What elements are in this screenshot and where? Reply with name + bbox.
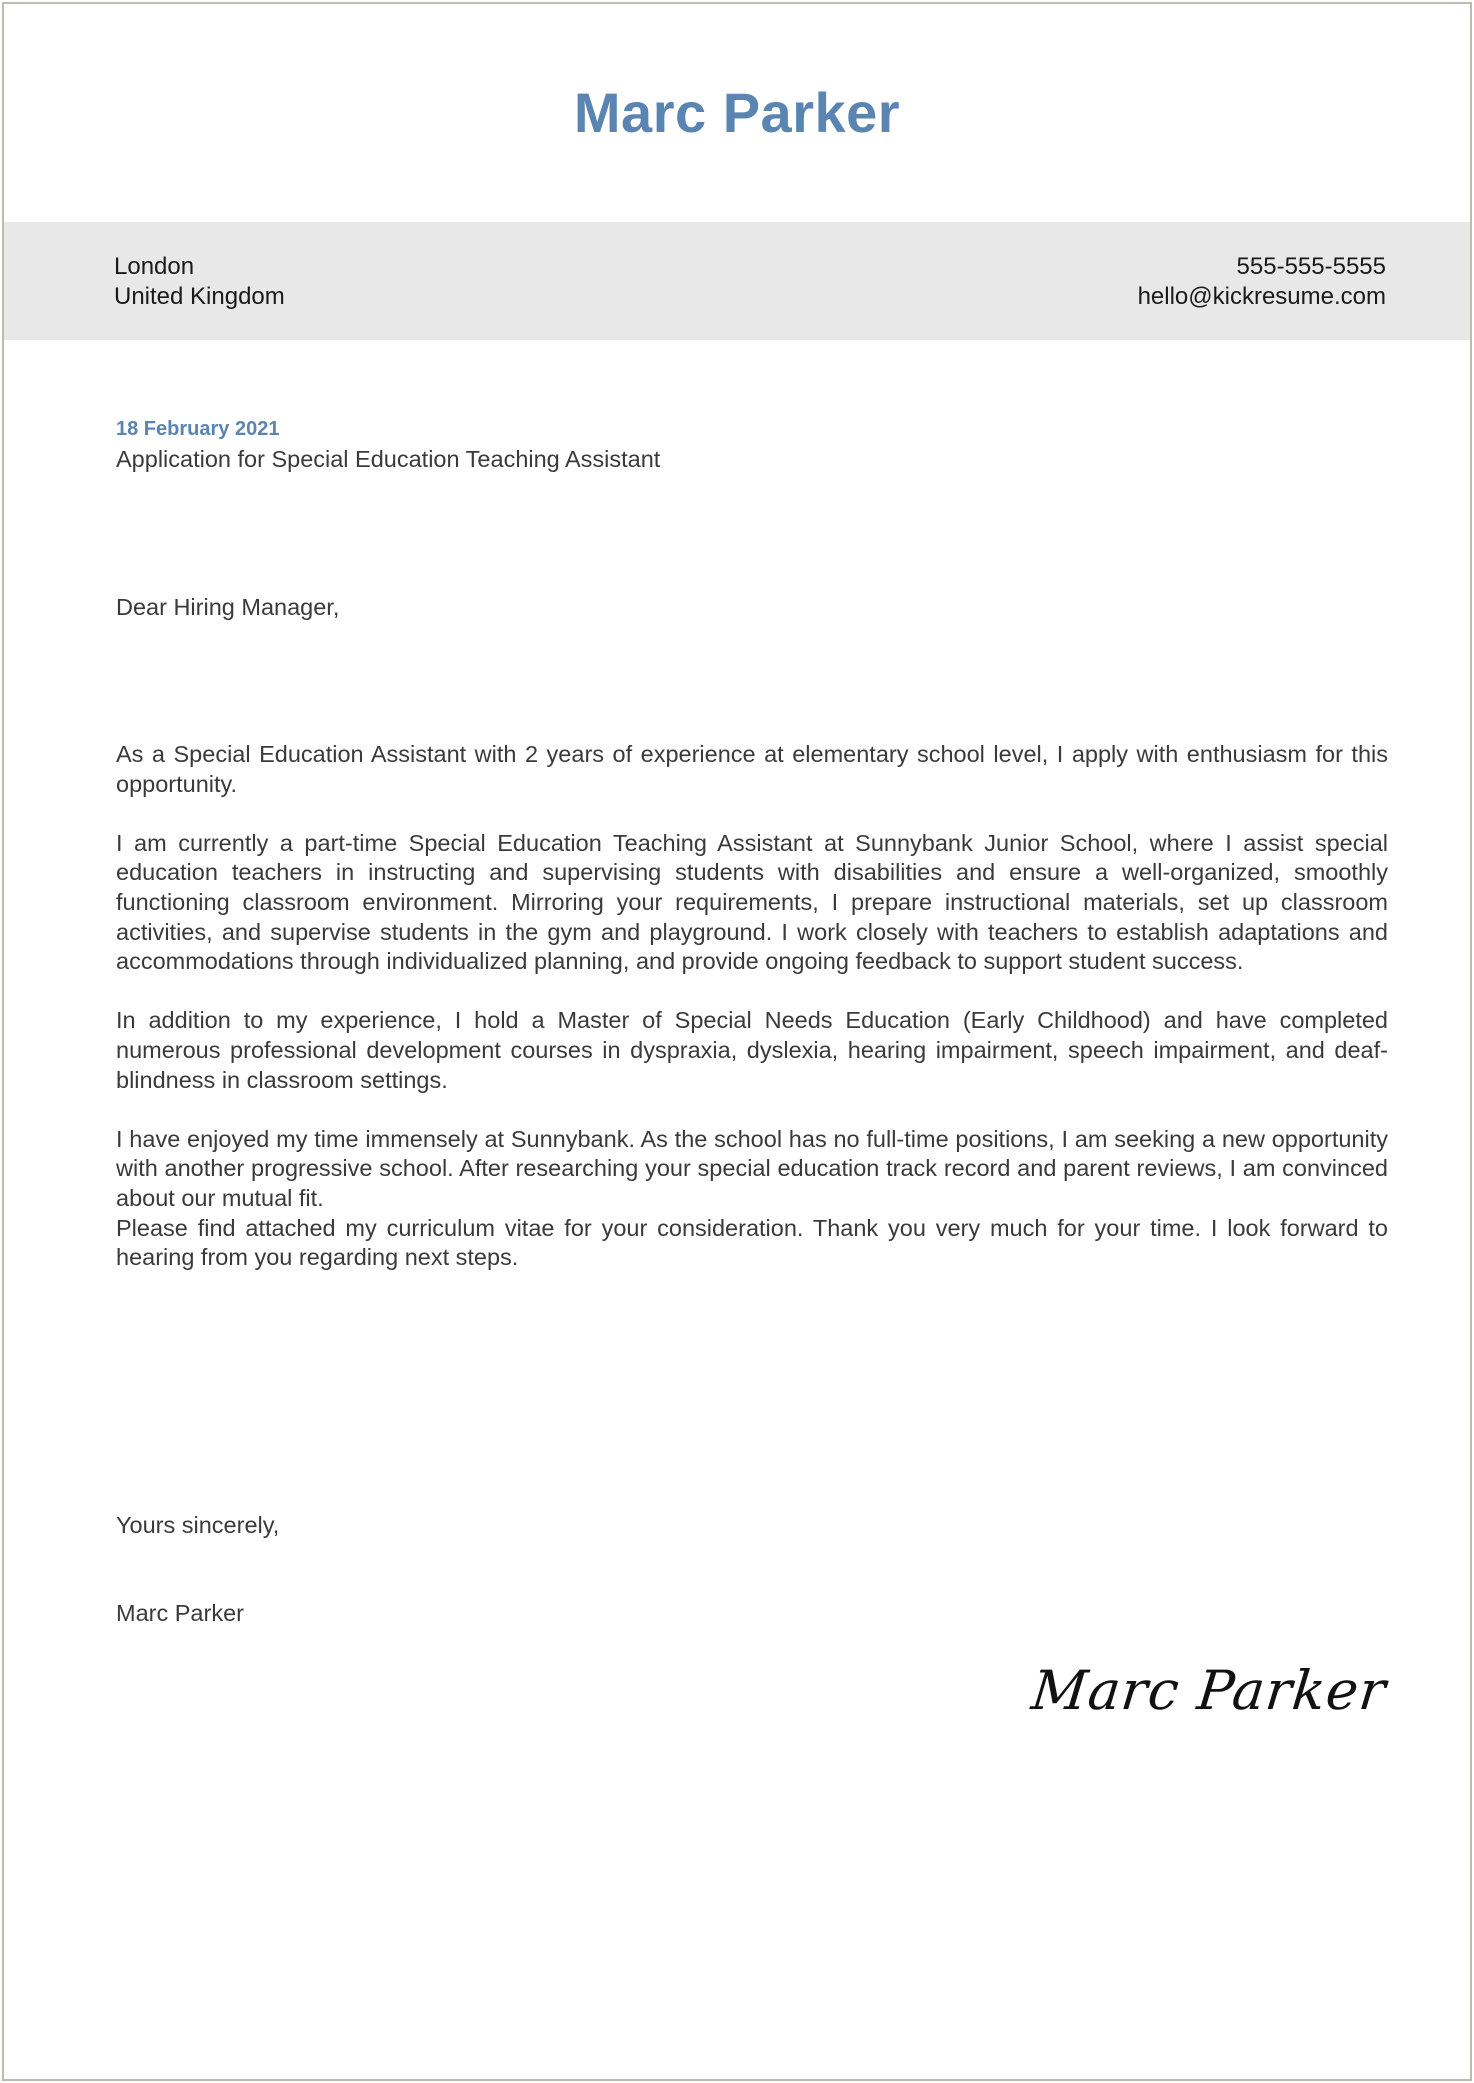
applicant-name: Marc Parker xyxy=(573,81,901,144)
body-paragraph: Please find attached my curriculum vitae for your consideration. Thank you very much for your time. I look forward to hearing from you regarding next steps. xyxy=(116,1214,1388,1271)
letter-meta xyxy=(116,416,1388,474)
phone-number: 555-555-5555 xyxy=(1236,253,1386,280)
body-paragraph: In addition to my experience, I hold a Master of Special Needs Education (Early Childhood) and have completed numerous professional development courses in dyspraxia, dyslexia, hearing impairment, speech impairment, and deaf-blindness in classroom settings. xyxy=(116,1007,1388,1093)
body-paragraph: I have enjoyed my time immensely at Sunnybank. As the school has no full-time positions, I am seeking a new opportunity with another progressive school. After researching your special education track record and parent reviews, I am convinced about our mutual fit. xyxy=(116,1125,1388,1211)
address-country: United Kingdom xyxy=(114,283,285,310)
letter-subject: Application for Special Education Teaching Assistant xyxy=(116,446,661,472)
cover-letter-page xyxy=(2,2,1472,2081)
contact-details xyxy=(1138,252,1386,312)
letter-greeting: Dear Hiring Manager, xyxy=(116,594,340,620)
letter-header xyxy=(4,4,1470,224)
letter-body xyxy=(116,740,1388,1273)
handwritten-signature: Marc Parker xyxy=(1028,1659,1390,1722)
email-address: hello@kickresume.com xyxy=(1137,283,1386,310)
signer-name: Marc Parker xyxy=(116,1600,244,1626)
address-block xyxy=(114,252,285,312)
letter-closing: Yours sincerely, xyxy=(116,1512,280,1538)
letter-date: 18 February 2021 xyxy=(116,418,280,440)
address-city: London xyxy=(114,253,195,280)
body-paragraph: As a Special Education Assistant with 2 years of experience at elementary school level, I apply with enthusiasm for this opportunity. xyxy=(116,741,1388,797)
body-paragraph: I am currently a part-time Special Education Teaching Assistant at Sunnybank Junior School, where I assist special education teachers in instructing and supervising students with disabilities and ensure a well-organized, smoothly functioning classroom environment. Mirroring your requirements, I prepare instructional materials, set up classroom activities, and supervise students in the gym and playground. I work closely with teachers to establish adaptations and accommodations through individualized planning, and provide ongoing feedback to support student success. xyxy=(116,829,1388,975)
contact-band xyxy=(4,222,1470,340)
